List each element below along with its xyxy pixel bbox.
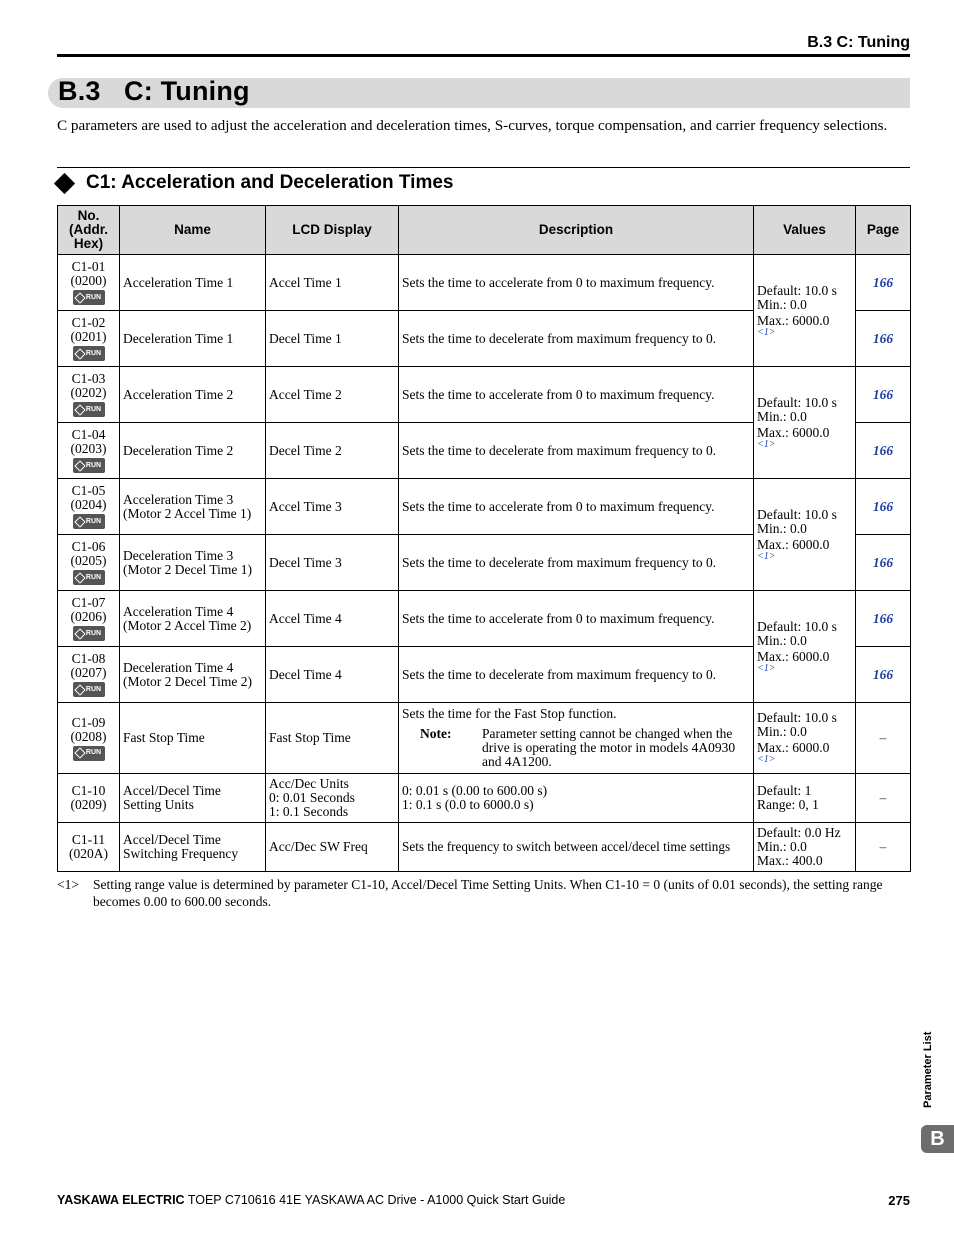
page-footer (57, 1193, 565, 1207)
values-cell: Default: 10.0 s Min.: 0.0 Max.: 6000.0 <1> (754, 703, 856, 774)
description: Sets the time for the Fast Stop function. Note: Parameter setting cannot be changed when the drive is operating the motor in models 4A0930 and 4A1200. (399, 703, 754, 774)
table-row (58, 823, 911, 872)
param-number-cell: C1-03 (0202) RUN (58, 367, 120, 423)
param-number-cell: C1-05 (0204) RUN (58, 479, 120, 535)
table-row (58, 774, 911, 823)
col-header-lcd: LCD Display (266, 206, 399, 255)
run-icon: RUN (73, 682, 105, 697)
description: Sets the frequency to switch between accel/decel time settings (399, 823, 754, 872)
lcd-display: Decel Time 3 (266, 535, 399, 591)
run-icon: RUN (73, 570, 105, 585)
running-header: B.3 C: Tuning (807, 34, 910, 51)
section-title (58, 76, 250, 107)
param-number-cell: C1-07 (0206) RUN (58, 591, 120, 647)
param-name: Deceleration Time 4 (Motor 2 Decel Time 2) (120, 647, 266, 703)
appendix-tab[interactable]: B (921, 1125, 954, 1153)
description: Sets the time to decelerate from maximum frequency to 0. (399, 311, 754, 367)
page-link[interactable]: 166 (872, 554, 894, 570)
note-ref-link[interactable]: <1> (757, 326, 776, 338)
lcd-display: Decel Time 1 (266, 311, 399, 367)
description: Sets the time to accelerate from 0 to maximum frequency. (399, 255, 754, 311)
page-cell (856, 647, 911, 703)
param-name: Deceleration Time 3 (Motor 2 Decel Time 1) (120, 535, 266, 591)
run-icon: RUN (73, 746, 105, 761)
subsection-rule (57, 167, 910, 168)
run-icon: RUN (73, 402, 105, 417)
run-icon: RUN (73, 626, 105, 641)
param-number-cell: C1-06 (0205) RUN (58, 535, 120, 591)
values-cell: Default: 1 Range: 0, 1 (754, 774, 856, 823)
table-row (58, 479, 911, 535)
page-link[interactable]: 166 (872, 330, 894, 346)
lcd-display: Accel Time 2 (266, 367, 399, 423)
table-row (58, 591, 911, 647)
lcd-display: Accel Time 4 (266, 591, 399, 647)
page-cell (856, 479, 911, 535)
col-header-description: Description (399, 206, 754, 255)
param-number-cell: C1-11 (020A) (58, 823, 120, 872)
param-name: Acceleration Time 3 (Motor 2 Accel Time 1) (120, 479, 266, 535)
table-row (58, 703, 911, 774)
param-name: Fast Stop Time (120, 703, 266, 774)
col-header-values: Values (754, 206, 856, 255)
param-number-cell: C1-01 (0200) RUN (58, 255, 120, 311)
page-link[interactable]: 166 (872, 498, 894, 514)
lcd-display: Acc/Dec Units 0: 0.01 Seconds 1: 0.1 Seconds (266, 774, 399, 823)
note-ref-link[interactable]: <1> (757, 754, 776, 765)
values-cell: Default: 0.0 Hz Min.: 0.0 Max.: 400.0 (754, 823, 856, 872)
intro-paragraph: C parameters are used to adjust the acceleration and deceleration times, S-curves, torque compensation, and carrier frequency selections. (57, 117, 888, 134)
param-number-cell: C1-09 (0208) RUN (58, 703, 120, 774)
note-ref-link[interactable]: <1> (757, 438, 776, 450)
page-cell (856, 311, 911, 367)
description: Sets the time to accelerate from 0 to maximum frequency. (399, 591, 754, 647)
lcd-display: Acc/Dec SW Freq (266, 823, 399, 872)
section-number: B.3 (58, 76, 101, 106)
page-link[interactable]: 166 (872, 610, 894, 626)
col-header-page: Page (856, 206, 911, 255)
page-number: 275 (888, 1193, 910, 1208)
footnote-key: <1> (57, 877, 79, 892)
description: Sets the time to decelerate from maximum frequency to 0. (399, 423, 754, 479)
param-name: Accel/Decel Time Setting Units (120, 774, 266, 823)
note-ref-link[interactable]: <1> (757, 550, 776, 562)
run-icon: RUN (73, 290, 105, 305)
param-name: Acceleration Time 2 (120, 367, 266, 423)
run-icon: RUN (73, 458, 105, 473)
description: Sets the time to accelerate from 0 to maximum frequency. (399, 479, 754, 535)
page-link[interactable]: 166 (872, 274, 894, 290)
header-rule (57, 54, 910, 57)
section-title-text: C: Tuning (124, 76, 250, 106)
diamond-icon (54, 173, 75, 194)
note (402, 727, 750, 769)
values-cell: Default: 10.0 s Min.: 0.0 Max.: 6000.0 <1> (754, 255, 856, 367)
values-cell: Default: 10.0 s Min.: 0.0 Max.: 6000.0 <1> (754, 367, 856, 479)
page-cell (856, 423, 911, 479)
lcd-display: Accel Time 1 (266, 255, 399, 311)
note-ref-link[interactable]: <1> (757, 662, 776, 674)
page-link[interactable]: 166 (872, 442, 894, 458)
note-text: Parameter setting cannot be changed when the drive is operating the motor in models 4A0930 and 4A1200. (482, 726, 736, 769)
description: Sets the time to decelerate from maximum frequency to 0. (399, 535, 754, 591)
table-header-row (58, 206, 911, 255)
footer-brand: YASKAWA ELECTRIC (57, 1193, 185, 1207)
description: Sets the time to accelerate from 0 to maximum frequency. (399, 367, 754, 423)
page-link[interactable]: 166 (872, 386, 894, 402)
param-name: Acceleration Time 1 (120, 255, 266, 311)
page-cell (856, 367, 911, 423)
subsection-title: C1: Acceleration and Deceleration Times (86, 172, 454, 193)
param-name: Deceleration Time 1 (120, 311, 266, 367)
run-icon: RUN (73, 514, 105, 529)
page-link[interactable]: 166 (872, 666, 894, 682)
side-label: Parameter List (922, 1031, 934, 1108)
param-number-cell: C1-10 (0209) (58, 774, 120, 823)
param-name: Acceleration Time 4 (Motor 2 Accel Time 2) (120, 591, 266, 647)
col-header-name: Name (120, 206, 266, 255)
page-cell (856, 591, 911, 647)
description: Sets the time to decelerate from maximum frequency to 0. (399, 647, 754, 703)
run-icon: RUN (73, 346, 105, 361)
table-row (58, 367, 911, 423)
lcd-display: Fast Stop Time (266, 703, 399, 774)
footer-doc: TOEP C710616 41E YASKAWA AC Drive - A1000 Quick Start Guide (184, 1193, 566, 1207)
note-label: Note: (420, 726, 452, 741)
lcd-display: Decel Time 2 (266, 423, 399, 479)
col-header-no: No. (Addr. Hex) (58, 206, 120, 255)
footnote (57, 876, 912, 910)
param-name: Deceleration Time 2 (120, 423, 266, 479)
param-name: Accel/Decel Time Switching Frequency (120, 823, 266, 872)
param-number-cell: C1-02 (0201) RUN (58, 311, 120, 367)
param-number-cell: C1-04 (0203) RUN (58, 423, 120, 479)
page-cell (856, 535, 911, 591)
lcd-display: Decel Time 4 (266, 647, 399, 703)
values-cell: Default: 10.0 s Min.: 0.0 Max.: 6000.0 <1> (754, 479, 856, 591)
page-cell: – (856, 823, 911, 872)
page-cell: – (856, 774, 911, 823)
parameter-table (57, 205, 911, 872)
lcd-display: Accel Time 3 (266, 479, 399, 535)
description: 0: 0.01 s (0.00 to 600.00 s) 1: 0.1 s (0.0 to 6000.0 s) (399, 774, 754, 823)
table-row (58, 255, 911, 311)
page-cell: – (856, 703, 911, 774)
page-cell (856, 255, 911, 311)
footnote-text: Setting range value is determined by parameter C1-10, Accel/Decel Time Setting Units. When C1-10 = 0 (units of 0.01 seconds), the setting range becomes 0.00 to 600.00 seconds. (93, 877, 883, 909)
values-cell: Default: 10.0 s Min.: 0.0 Max.: 6000.0 <1> (754, 591, 856, 703)
param-number-cell: C1-08 (0207) RUN (58, 647, 120, 703)
